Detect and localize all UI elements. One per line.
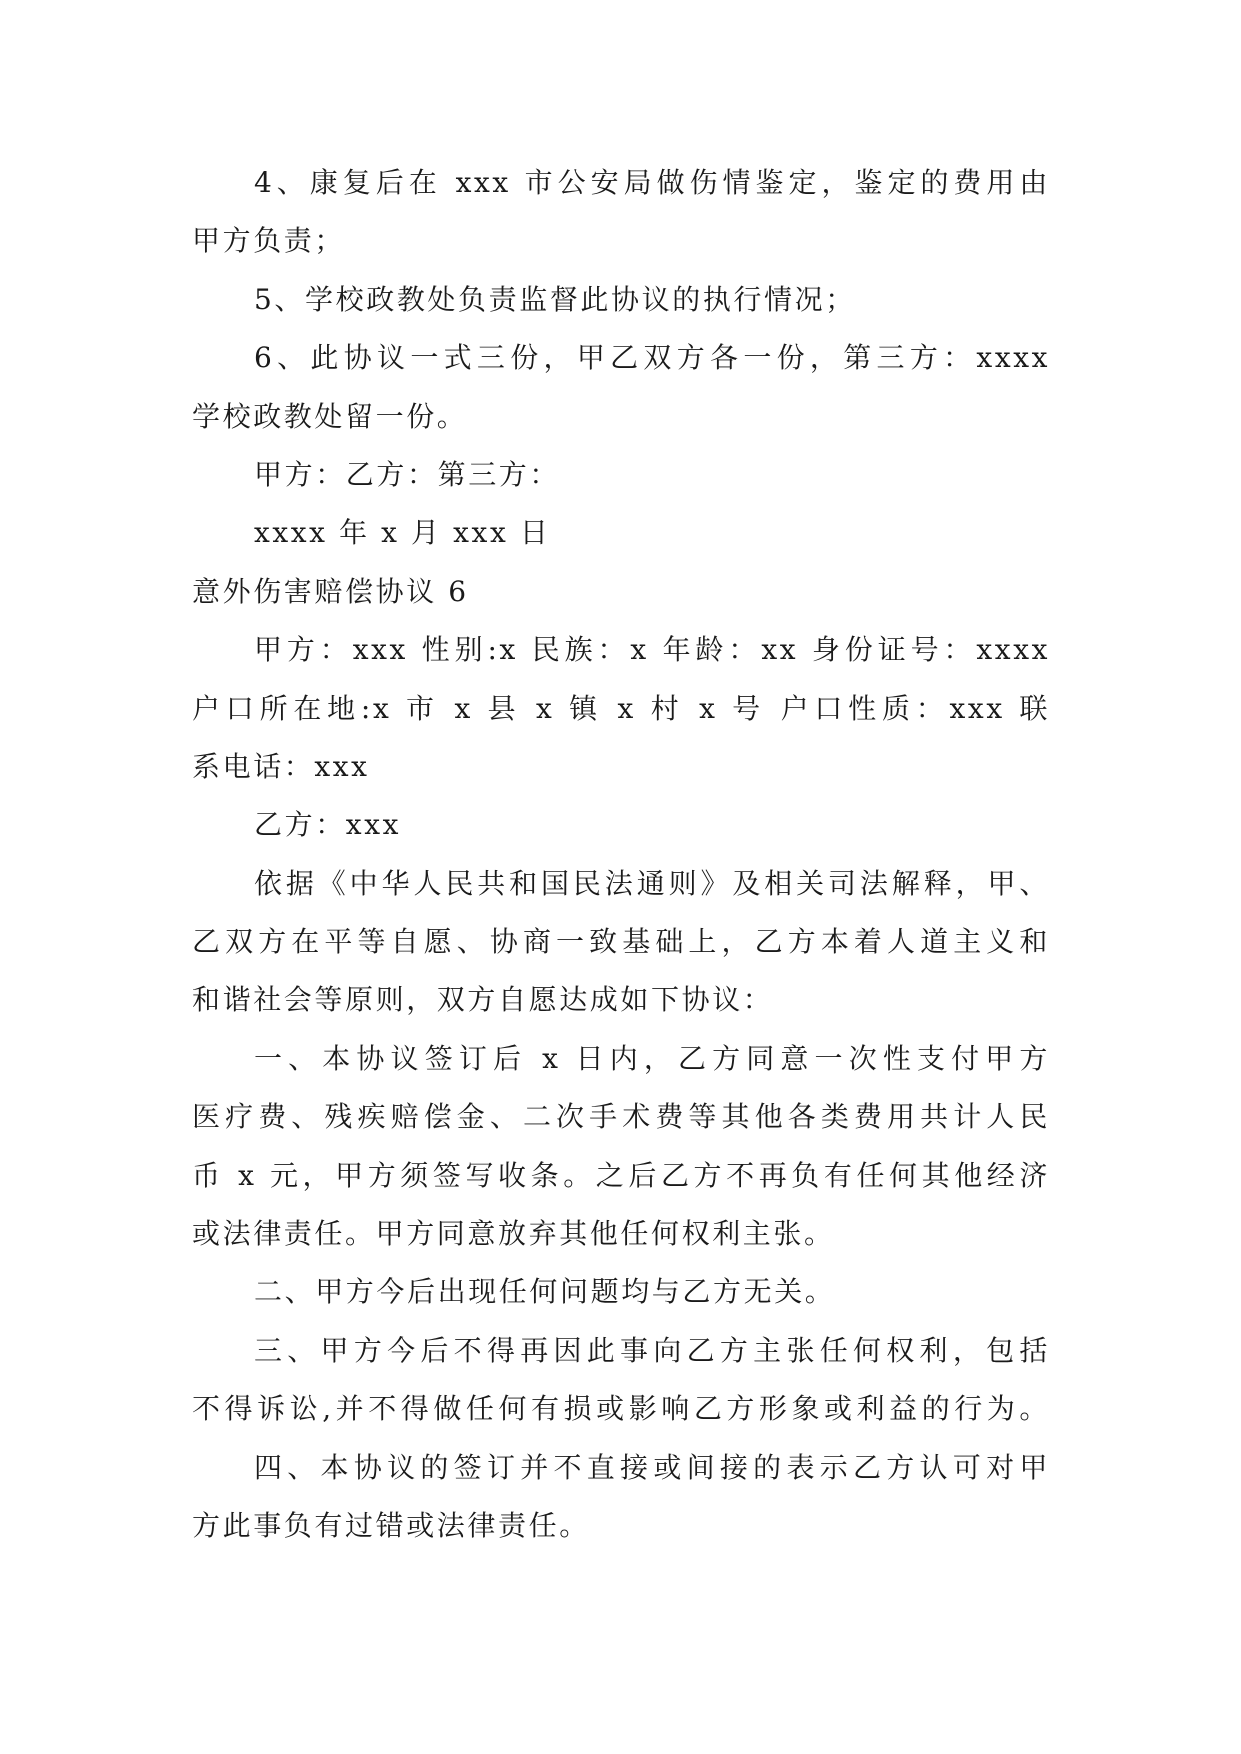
party-a-line-1: 甲方：xxx 性别:x 民族：x 年龄：xx 身份证号：xxxx <box>254 633 1050 667</box>
article-3-line-2: 不得诉讼,并不得做任何有损或影响乙方形象或利益的行为。 <box>192 1392 1050 1426</box>
preamble-line-1: 依据《中华人民共和国民法通则》及相关司法解释，甲、 <box>254 866 1050 900</box>
article-1-line-4: 或法律责任。甲方同意放弃其他任何权利主张。 <box>192 1217 835 1251</box>
clause-6-line-2: 学校政教处留一份。 <box>192 399 468 433</box>
article-1-line-1: 一、本协议签订后 x 日内，乙方同意一次性支付甲方 <box>254 1041 1050 1075</box>
article-1-line-3: 币 x 元，甲方须签写收条。之后乙方不再负有任何其他经济 <box>192 1158 1050 1192</box>
article-3-line-1: 三、甲方今后不得再因此事向乙方主张任何权利，包括 <box>254 1333 1050 1367</box>
clause-6-line-1: 6、此协议一式三份，甲乙双方各一份，第三方：xxxx <box>254 341 1050 375</box>
preamble-line-2: 乙双方在平等自愿、协商一致基础上，乙方本着人道主义和 <box>192 925 1050 959</box>
clause-5: 5、学校政教处负责监督此协议的执行情况； <box>254 282 856 316</box>
section-heading: 意外伤害赔偿协议 6 <box>192 574 469 608</box>
clause-4-line-1: 4、康复后在 xxx 市公安局做伤情鉴定，鉴定的费用由 <box>254 166 1050 199</box>
article-4-line-2: 方此事负有过错或法律责任。 <box>192 1508 590 1542</box>
signature-date: xxxx 年 x 月 xxx 日 <box>254 516 551 550</box>
article-2: 二、甲方今后出现任何问题均与乙方无关。 <box>254 1275 836 1309</box>
article-4-line-1: 四、本协议的签订并不直接或间接的表示乙方认可对甲 <box>254 1450 1050 1484</box>
signature-parties: 甲方：乙方：第三方： <box>254 457 561 491</box>
article-1-line-2: 医疗费、残疾赔偿金、二次手术费等其他各类费用共计人民 <box>192 1100 1050 1134</box>
party-a-line-3: 系电话：xxx <box>192 749 370 783</box>
clause-4-line-2: 甲方负责； <box>192 224 346 258</box>
party-a-line-2: 户口所在地:x 市 x 县 x 镇 x 村 x 号 户口性质：xxx 联 <box>192 691 1050 725</box>
document-body <box>192 154 1050 1555</box>
party-b: 乙方：xxx <box>254 808 401 842</box>
preamble-line-3: 和谐社会等原则，双方自愿达成如下协议： <box>192 983 774 1017</box>
